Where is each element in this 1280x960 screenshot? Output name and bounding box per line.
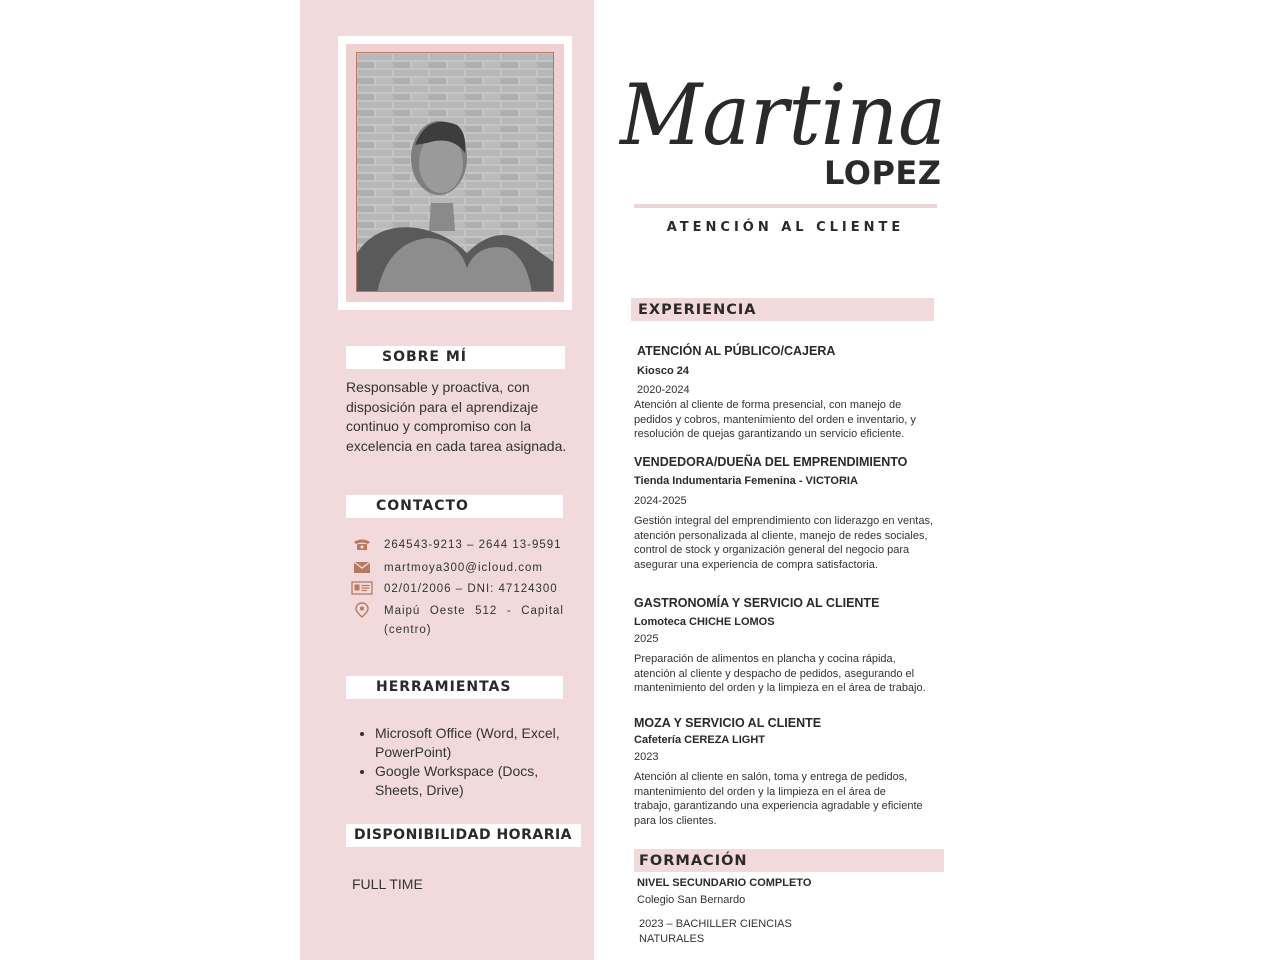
- profile-photo: [356, 52, 554, 292]
- job-role: ATENCIÓN AL CLIENTE: [666, 220, 905, 235]
- education-level: NIVEL SECUNDARIO COMPLETO: [637, 877, 812, 889]
- tools-list: [356, 724, 575, 800]
- location-pin-icon: [350, 602, 374, 618]
- contact-heading: CONTACTO: [346, 495, 563, 518]
- job-dates: 2020-2024: [637, 384, 690, 396]
- list-item: • Microsoft Office (Word, Excel, PowerPoint): [375, 724, 575, 762]
- first-name: Martina: [618, 66, 946, 162]
- job-description: Gestión integral del emprendimiento con liderazgo en ventas, atención personalizada al cliente, manejo de redes sociales, control de stock y organización general del negocio para asegurar una experiencia de compra satisfactoria.: [634, 515, 934, 572]
- job-dates: 2024-2025: [634, 495, 687, 507]
- job-description: Preparación de alimentos en plancha y cocina rápida, atención al cliente y despacho de pedidos, asegurando el mantenimiento del orden y la limpieza en el área de trabajo.: [634, 653, 926, 695]
- last-name: LOPEZ: [824, 154, 942, 192]
- job-title: GASTRONOMÍA Y SERVICIO AL CLIENTE: [634, 596, 880, 610]
- job-title: ATENCIÓN AL PÚBLICO/CAJERA: [637, 344, 836, 358]
- name-divider: [634, 204, 937, 208]
- list-item: • Google Workspace (Docs, Sheets, Drive): [375, 762, 575, 800]
- experience-heading: EXPERIENCIA: [631, 298, 934, 321]
- education-detail: 2023 – BACHILLER CIENCIAS NATURALES: [639, 918, 792, 945]
- job-title: VENDEDORA/DUEÑA DEL EMPRENDIMIENTO: [634, 455, 908, 469]
- job-company: Cafetería CEREZA LIGHT: [634, 734, 766, 746]
- contact-address: Maipú Oeste 512 - Capital (centro): [350, 602, 564, 640]
- contact-email: martmoya300@icloud.com: [350, 559, 564, 578]
- job-dates: 2025: [634, 633, 659, 645]
- availability-heading: DISPONIBILIDAD HORARIA: [346, 824, 581, 847]
- contact-id: 02/01/2006 – DNI: 47124300: [350, 580, 564, 599]
- education-heading: FORMACIÓN: [634, 849, 944, 872]
- education-school: Colegio San Bernardo: [637, 894, 746, 906]
- job-dates: 2023: [634, 751, 659, 763]
- contact-phone: 264543-9213 – 2644 13-9591: [350, 536, 564, 555]
- job-company: Kiosco 24: [637, 365, 689, 377]
- mail-icon: [350, 559, 374, 575]
- about-heading: SOBRE MÍ: [346, 346, 565, 369]
- about-text: Responsable y proactiva, con disposición para el aprendizaje continuo y compromiso con la excelencia en cada tarea asignada.: [346, 379, 567, 454]
- name-script-logo: [614, 52, 954, 162]
- availability-value: FULL TIME: [352, 876, 423, 892]
- profile-photo-frame: [338, 36, 572, 310]
- job-description: Atención al cliente de forma presencial, con manejo de pedidos y cobros, mantenimiento del orden e inventario, y resolución de quejas garantizando un servicio eficiente.: [634, 399, 916, 441]
- job-company: Lomoteca CHICHE LOMOS: [634, 616, 775, 628]
- phone-icon: [350, 536, 374, 552]
- tools-heading: HERRAMIENTAS: [346, 676, 563, 699]
- id-card-icon: [350, 580, 374, 596]
- job-company: Tienda Indumentaria Femenina - VICTORIA: [634, 475, 858, 487]
- job-description: Atención al cliente en salón, toma y entrega de pedidos, mantenimiento del orden y la limpieza en el área de trabajo, garantizando una experiencia agradable y eficiente para los clientes.: [634, 771, 923, 828]
- job-title: MOZA Y SERVICIO AL CLIENTE: [634, 716, 822, 730]
